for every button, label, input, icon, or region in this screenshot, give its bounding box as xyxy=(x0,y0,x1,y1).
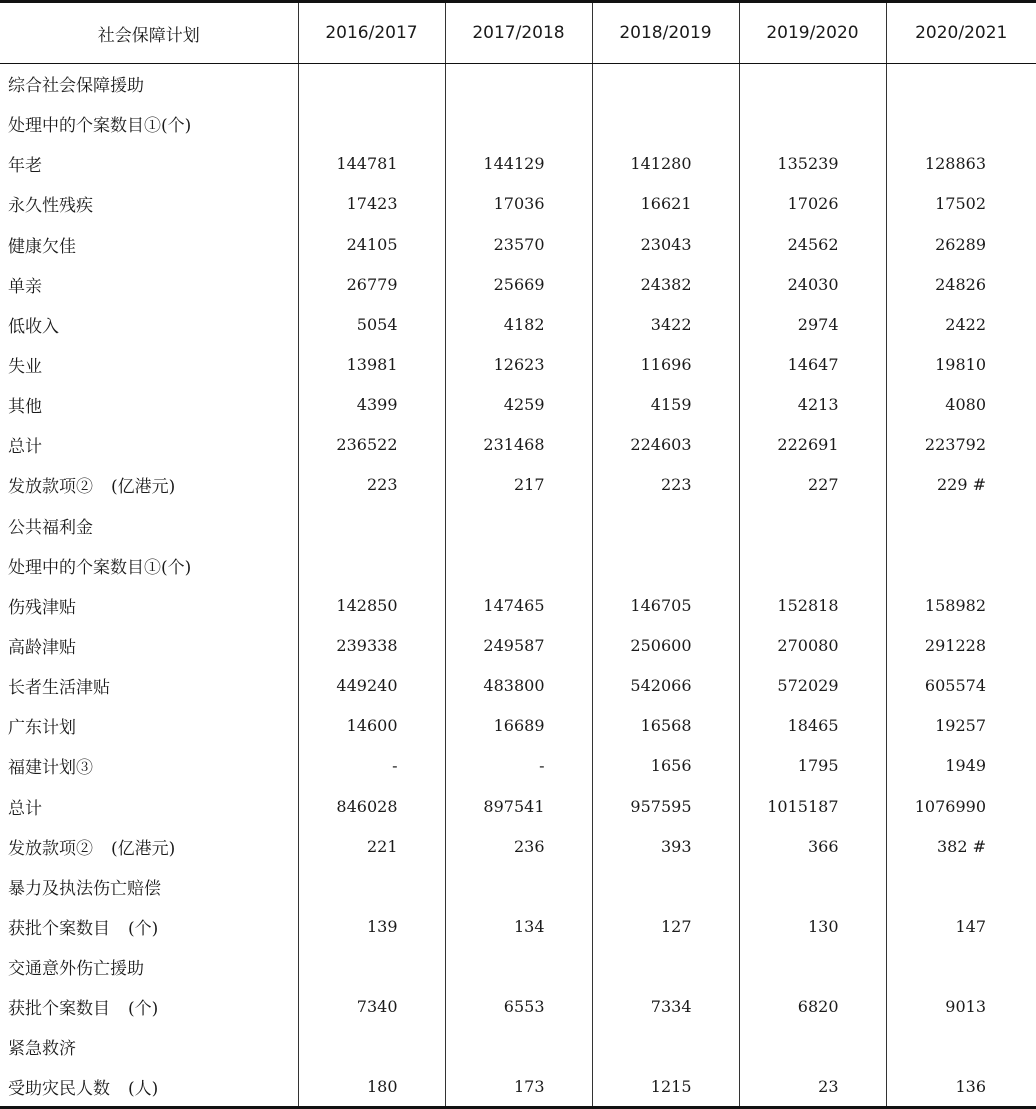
row-label: 其他 xyxy=(8,397,42,418)
header-label-cell: 社会保障计划 xyxy=(0,2,298,64)
header-row xyxy=(0,2,1036,64)
value-cell: 2422 xyxy=(886,304,1036,344)
table-row xyxy=(0,1067,1036,1107)
value-cell: 23570 xyxy=(445,224,592,264)
value-cell: 897541 xyxy=(445,786,592,826)
value-cell xyxy=(445,545,592,585)
table-row xyxy=(0,947,1036,987)
value-cell: 23 xyxy=(739,1067,886,1107)
table-row xyxy=(0,385,1036,425)
row-label-cell xyxy=(0,666,298,706)
value-cell xyxy=(886,104,1036,144)
row-label-cell xyxy=(0,224,298,264)
table-row xyxy=(0,987,1036,1027)
value-cell: 1215 xyxy=(592,1067,739,1107)
value-cell: 16621 xyxy=(592,184,739,224)
value-cell: 3422 xyxy=(592,304,739,344)
row-label-cell xyxy=(0,1027,298,1067)
value-cell: 231468 xyxy=(445,425,592,465)
value-cell xyxy=(445,866,592,906)
value-cell: 229 # xyxy=(886,465,1036,505)
table-row xyxy=(0,64,1036,104)
value-cell: 1015187 xyxy=(739,786,886,826)
row-label-cell xyxy=(0,304,298,344)
value-cell: 9013 xyxy=(886,987,1036,1027)
value-cell xyxy=(298,104,445,144)
value-cell: 4213 xyxy=(739,385,886,425)
value-cell xyxy=(592,947,739,987)
value-cell: 239338 xyxy=(298,625,445,665)
value-cell: 173 xyxy=(445,1067,592,1107)
value-cell xyxy=(739,545,886,585)
value-cell: 14647 xyxy=(739,344,886,384)
value-cell: 14600 xyxy=(298,706,445,746)
value-cell: 17026 xyxy=(739,184,886,224)
value-cell: 17036 xyxy=(445,184,592,224)
value-cell xyxy=(445,104,592,144)
value-cell xyxy=(592,64,739,104)
row-label: 年老 xyxy=(8,156,42,177)
table-row xyxy=(0,545,1036,585)
value-cell xyxy=(445,505,592,545)
table-row xyxy=(0,706,1036,746)
value-cell: 134 xyxy=(445,906,592,946)
row-label-cell xyxy=(0,706,298,746)
value-cell: 135239 xyxy=(739,144,886,184)
row-unit: (亿港元) xyxy=(111,838,176,859)
value-cell xyxy=(592,1027,739,1067)
table-row xyxy=(0,104,1036,144)
row-label: 公共福利金 xyxy=(8,517,93,538)
value-cell: 139 xyxy=(298,906,445,946)
table-row xyxy=(0,465,1036,505)
value-cell: 223 xyxy=(592,465,739,505)
value-cell: 483800 xyxy=(445,666,592,706)
value-cell: 542066 xyxy=(592,666,739,706)
value-cell xyxy=(298,1027,445,1067)
value-cell: 4080 xyxy=(886,385,1036,425)
header-year-cell: 2018/2019 xyxy=(592,2,739,64)
value-cell: 223 xyxy=(298,465,445,505)
value-cell: 1656 xyxy=(592,746,739,786)
value-cell: 17502 xyxy=(886,184,1036,224)
row-label: 福建计划③ xyxy=(8,758,93,779)
table-row xyxy=(0,1027,1036,1067)
table-body xyxy=(0,64,1036,1108)
value-cell: 127 xyxy=(592,906,739,946)
row-label-cell xyxy=(0,505,298,545)
value-cell: 236 xyxy=(445,826,592,866)
value-cell: 222691 xyxy=(739,425,886,465)
header-year-cell: 2019/2020 xyxy=(739,2,886,64)
value-cell: - xyxy=(298,746,445,786)
row-unit: (人) xyxy=(128,1078,159,1099)
table-row xyxy=(0,144,1036,184)
value-cell: 236522 xyxy=(298,425,445,465)
value-cell xyxy=(445,64,592,104)
table-row xyxy=(0,746,1036,786)
value-cell: 142850 xyxy=(298,585,445,625)
value-cell: 221 xyxy=(298,826,445,866)
row-label: 永久性残疾 xyxy=(8,196,93,217)
value-cell: 4159 xyxy=(592,385,739,425)
row-label: 获批个案数目 xyxy=(8,919,110,940)
value-cell xyxy=(592,104,739,144)
row-label-cell xyxy=(0,906,298,946)
value-cell: 19810 xyxy=(886,344,1036,384)
row-label: 失业 xyxy=(8,357,42,378)
value-cell: 6553 xyxy=(445,987,592,1027)
value-cell xyxy=(298,545,445,585)
value-cell: 24562 xyxy=(739,224,886,264)
table-row xyxy=(0,425,1036,465)
header-year-cell: 2020/2021 xyxy=(886,2,1036,64)
value-cell: 5054 xyxy=(298,304,445,344)
value-cell xyxy=(886,64,1036,104)
value-cell xyxy=(886,947,1036,987)
value-cell xyxy=(298,866,445,906)
value-cell: 7334 xyxy=(592,987,739,1027)
row-label: 发放款项② xyxy=(8,477,93,498)
row-label: 单亲 xyxy=(8,276,42,297)
table-row xyxy=(0,786,1036,826)
header-year-cell: 2016/2017 xyxy=(298,2,445,64)
value-cell xyxy=(298,947,445,987)
row-label-cell xyxy=(0,64,298,104)
value-cell: 382 # xyxy=(886,826,1036,866)
value-cell: 180 xyxy=(298,1067,445,1107)
row-label-cell xyxy=(0,625,298,665)
value-cell: 2974 xyxy=(739,304,886,344)
row-unit: (亿港元) xyxy=(111,477,176,498)
value-cell xyxy=(298,505,445,545)
row-label: 获批个案数目 xyxy=(8,999,110,1020)
value-cell xyxy=(445,947,592,987)
value-cell: 6820 xyxy=(739,987,886,1027)
row-label-cell xyxy=(0,425,298,465)
table-row xyxy=(0,184,1036,224)
row-label-cell xyxy=(0,786,298,826)
row-label: 健康欠佳 xyxy=(8,236,76,257)
value-cell: 26779 xyxy=(298,264,445,304)
row-label: 发放款项② xyxy=(8,838,93,859)
value-cell: 605574 xyxy=(886,666,1036,706)
value-cell: 24826 xyxy=(886,264,1036,304)
value-cell: 152818 xyxy=(739,585,886,625)
row-label-cell xyxy=(0,344,298,384)
row-label: 暴力及执法伤亡赔偿 xyxy=(8,878,161,899)
row-label: 总计 xyxy=(8,437,42,458)
header-year-cell: 2017/2018 xyxy=(445,2,592,64)
value-cell: 158982 xyxy=(886,585,1036,625)
value-cell xyxy=(592,505,739,545)
row-label: 低收入 xyxy=(8,316,59,337)
value-cell: 4182 xyxy=(445,304,592,344)
table-row xyxy=(0,666,1036,706)
value-cell xyxy=(739,947,886,987)
value-cell: 12623 xyxy=(445,344,592,384)
value-cell: 270080 xyxy=(739,625,886,665)
value-cell: 249587 xyxy=(445,625,592,665)
row-label: 伤残津贴 xyxy=(8,597,76,618)
table-row xyxy=(0,585,1036,625)
value-cell: 957595 xyxy=(592,786,739,826)
table-row xyxy=(0,826,1036,866)
value-cell: 4259 xyxy=(445,385,592,425)
value-cell: 1795 xyxy=(739,746,886,786)
value-cell xyxy=(739,866,886,906)
table-row xyxy=(0,866,1036,906)
value-cell: 24105 xyxy=(298,224,445,264)
value-cell: 224603 xyxy=(592,425,739,465)
row-label-cell xyxy=(0,987,298,1027)
row-label-cell xyxy=(0,385,298,425)
row-label: 长者生活津贴 xyxy=(8,678,110,699)
value-cell xyxy=(739,505,886,545)
value-cell: 141280 xyxy=(592,144,739,184)
value-cell: 128863 xyxy=(886,144,1036,184)
value-cell xyxy=(739,64,886,104)
value-cell: 144129 xyxy=(445,144,592,184)
row-label: 处理中的个案数目①(个) xyxy=(8,557,192,578)
row-label-cell xyxy=(0,1067,298,1107)
value-cell: 144781 xyxy=(298,144,445,184)
table-row xyxy=(0,224,1036,264)
value-cell: 846028 xyxy=(298,786,445,826)
value-cell: 26289 xyxy=(886,224,1036,264)
row-label-cell xyxy=(0,465,298,505)
value-cell xyxy=(298,64,445,104)
value-cell: 130 xyxy=(739,906,886,946)
row-label: 高龄津贴 xyxy=(8,638,76,659)
row-label: 交通意外伤亡援助 xyxy=(8,959,144,980)
value-cell: 227 xyxy=(739,465,886,505)
row-label: 广东计划 xyxy=(8,718,76,739)
table-row xyxy=(0,344,1036,384)
row-unit: (个) xyxy=(128,999,159,1020)
row-label-cell xyxy=(0,947,298,987)
value-cell: 24030 xyxy=(739,264,886,304)
row-label-cell xyxy=(0,144,298,184)
value-cell xyxy=(886,1027,1036,1067)
value-cell: 147 xyxy=(886,906,1036,946)
value-cell: 16689 xyxy=(445,706,592,746)
value-cell xyxy=(739,1027,886,1067)
value-cell xyxy=(886,866,1036,906)
row-label-cell xyxy=(0,746,298,786)
value-cell: 146705 xyxy=(592,585,739,625)
row-label-cell xyxy=(0,585,298,625)
value-cell: 393 xyxy=(592,826,739,866)
value-cell: 13981 xyxy=(298,344,445,384)
value-cell xyxy=(739,104,886,144)
row-unit: (个) xyxy=(128,919,159,940)
value-cell: 217 xyxy=(445,465,592,505)
row-label: 紧急救济 xyxy=(8,1039,76,1060)
row-label: 综合社会保障援助 xyxy=(8,76,144,97)
value-cell: 147465 xyxy=(445,585,592,625)
table-row xyxy=(0,906,1036,946)
value-cell: 7340 xyxy=(298,987,445,1027)
table-row xyxy=(0,304,1036,344)
value-cell: 572029 xyxy=(739,666,886,706)
value-cell: 366 xyxy=(739,826,886,866)
value-cell: 25669 xyxy=(445,264,592,304)
value-cell: 19257 xyxy=(886,706,1036,746)
value-cell: 16568 xyxy=(592,706,739,746)
value-cell: 223792 xyxy=(886,425,1036,465)
value-cell: 291228 xyxy=(886,625,1036,665)
value-cell: 136 xyxy=(886,1067,1036,1107)
row-label: 总计 xyxy=(8,798,42,819)
row-label: 受助灾民人数 xyxy=(8,1078,110,1099)
value-cell: 1949 xyxy=(886,746,1036,786)
table-row xyxy=(0,264,1036,304)
value-cell: 11696 xyxy=(592,344,739,384)
value-cell: 23043 xyxy=(592,224,739,264)
value-cell: - xyxy=(445,746,592,786)
value-cell: 449240 xyxy=(298,666,445,706)
table-row xyxy=(0,505,1036,545)
table-header xyxy=(0,2,1036,64)
value-cell: 24382 xyxy=(592,264,739,304)
row-label-cell xyxy=(0,545,298,585)
value-cell: 4399 xyxy=(298,385,445,425)
value-cell xyxy=(592,545,739,585)
value-cell xyxy=(592,866,739,906)
table-row xyxy=(0,625,1036,665)
value-cell: 250600 xyxy=(592,625,739,665)
value-cell xyxy=(886,505,1036,545)
value-cell xyxy=(445,1027,592,1067)
value-cell xyxy=(886,545,1036,585)
row-label: 处理中的个案数目①(个) xyxy=(8,116,192,137)
row-label-cell xyxy=(0,264,298,304)
value-cell: 1076990 xyxy=(886,786,1036,826)
row-label-cell xyxy=(0,104,298,144)
row-label-cell xyxy=(0,866,298,906)
value-cell: 18465 xyxy=(739,706,886,746)
row-label-cell xyxy=(0,184,298,224)
row-label-cell xyxy=(0,826,298,866)
value-cell: 17423 xyxy=(298,184,445,224)
